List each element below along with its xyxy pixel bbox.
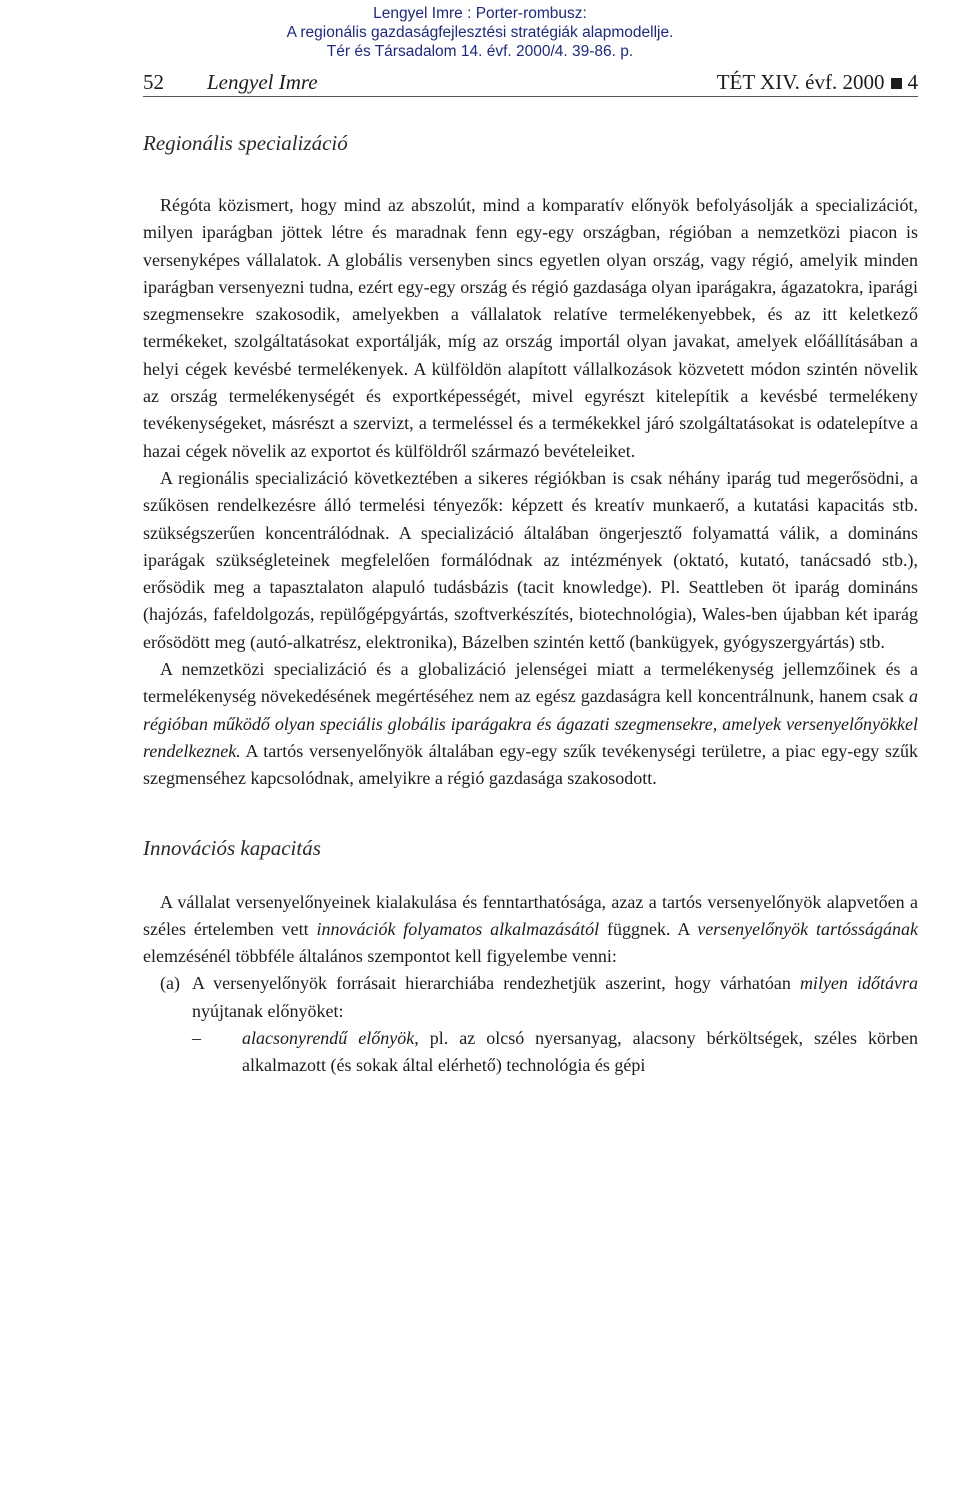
running-header	[143, 68, 918, 97]
paragraph-4-emphasis-1: innovációk folyamatos alkalmazásától	[316, 918, 600, 939]
paragraph-4-text-b: függnek. A	[599, 918, 698, 939]
list-item-a-label: (a)	[160, 973, 180, 994]
section-heading-innovation: Innovációs kapacitás	[143, 835, 321, 860]
list-item-a-text-2: nyújtanak előnyöket:	[192, 1000, 344, 1021]
paragraph-3-emphasis: a régióban működő olyan speciális globális iparágakra és ágazati szegmensekre, amelyek versenyelőnyökkel rendelkeznek.	[143, 686, 918, 761]
citation-line-1: Lengyel Imre : Porter-rombusz:	[373, 5, 587, 22]
citation-line-2: A regionális gazdaságfejlesztési stratégiák alapmodellje.	[286, 24, 674, 41]
list-item-dash	[143, 1025, 918, 1080]
paragraph-4-text-c: elemzésénél többféle általános szempontot kell figyelembe venni:	[143, 946, 617, 967]
square-bullet-icon	[891, 78, 902, 89]
journal-name: TÉT XIV. évf. 2000	[716, 70, 885, 94]
page-number: 52	[143, 70, 164, 94]
paragraph-3-text-b: A tartós versenyelőnyök általában egy-egy szűk tevékenységi területre, a piac egy-egy szűk szegmenséhez kapcsolódnak, amelyikre a régió gazdasága szakosodott.	[143, 740, 918, 789]
journal-issue: 4	[907, 70, 918, 94]
header-author: Lengyel Imre	[207, 70, 318, 94]
citation-line-3: Tér és Társadalom 14. évf. 2000/4. 39-86. p.	[326, 43, 634, 60]
paragraph-4-text-a: A vállalat versenyelőnyeinek kialakulása és fenntarthatósága, azaz a tartós versenyelőnyök alapvetően a széles értelemben vett	[143, 891, 918, 939]
paragraph-2: A regionális specializáció következtében a sikeres régiókban is csak néhány iparág tud megerősödni, a szűkösen rendelkezésre álló termelési tényezők: képzett és kreatív munkaerő, a kutatási kapacitás stb. szükségszerűen koncentrálódnak. A specializáció általában öngerjesztő folyamattá válik, a domináns iparágak szükségleteinek megfelelően formálódnak az intézmények (oktató, kutató, tanácsadó stb.), erősödik meg a tapasztalaton alapuló tudásbázis (tacit knowledge). Pl. Seattleben öt iparág domináns (hajózás, fafeldolgozás, repülőgépgyártás, szoftverkészítés, biotechnológia), Wales-ben újabban két iparág erősödött meg (autó-alkatrész, elektronika), Bázelben szintén kettő (bankügyek, gyógyszergyártás) stb.	[143, 467, 918, 652]
paragraph-3	[143, 656, 918, 792]
list-item-a-emphasis: milyen időtávra	[799, 973, 918, 994]
header-journal	[717, 68, 918, 96]
list-item-dash-emphasis: alacsonyrendű előnyök	[242, 1028, 415, 1049]
list-item-a	[143, 970, 918, 1025]
citation-block	[0, 4, 960, 61]
article-body	[143, 128, 918, 1080]
paragraph-3-text-a: A nemzetközi specializáció és a globalizáció jelenségei miatt a termelékenység jellemzőinek és a termelékenység növekedésének megértéséhez nem az egész gazdaságra kell koncentrálnunk, hanem csak	[143, 659, 918, 707]
paragraph-4	[143, 889, 918, 971]
list-item-dash-text: , pl. az olcsó nyersanyag, alacsony bérköltségek, széles körben alkalmazott (és sokak által elérhető) technológia és gépi	[242, 1028, 918, 1076]
paragraph-4-emphasis-2: versenyelőnyök tartósságának	[697, 918, 918, 939]
list-item-a-text-1: A versenyelőnyök forrásait hierarchiába rendezhetjük aszerint, hogy várhatóan	[192, 973, 800, 994]
dash-bullet: –	[192, 1028, 201, 1049]
paragraph-1: Régóta közismert, hogy mind az abszolút, mind a komparatív előnyök befolyásolják a specializációt, milyen iparágban jöttek létre és maradnak fenn egy-egy országban, régióban a nemzetközi piacon is versenyképes vállalatok. A globális versenyben sincs egyetlen olyan ország, vagy régió, amelyik minden iparágban versenyezni tudna, ezért egy-egy ország és régió gazdasága olyan iparágakra, ágazatokra, iparági szegmensekre szakosodik, amelyekben a vállalatok relatíve termelékenyebbek, és az itt keletkező termékeket, szolgáltatásokat exportálják, míg az ország importál olyan javakat, amelyek előállításában a helyi cégek kevésbé termelékenyek. A külföldön alapított vállalkozások közvetett módon szintén növelik az ország termelékenységét és exportképességét, mivel egyrészt kitelepítik a kevésbé termelékeny tevékenységeket, másrészt a szervizt, a termeléssel és a termékekkel járó szolgáltatásokat is odatelepítve a hazai cégek növelik az exportot és külföldről származó bevételeiket.	[143, 195, 918, 461]
section-heading-specialization: Regionális specializáció	[143, 131, 348, 155]
